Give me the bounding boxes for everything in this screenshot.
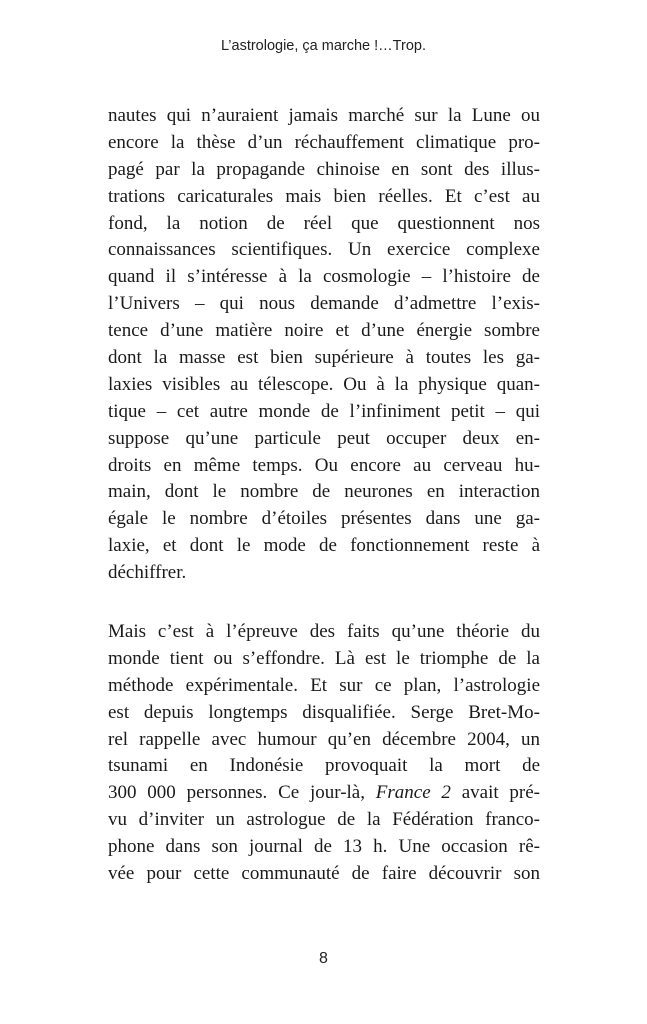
text-line: nautes qui n’auraient jamais marché sur la Lune ou (108, 105, 540, 126)
text-line: monde tient ou s’effondre. Là est le triomphe de la (108, 647, 540, 669)
text-line: égale le nombre d’étoiles présentes dans une ga- (108, 508, 540, 530)
text-line: déchiffrer. (108, 562, 187, 584)
text-line: connaissances scientifiques. Un exercice complexe (108, 239, 540, 261)
text-line: laxie, et dont le mode de fonctionnement reste à (108, 535, 540, 557)
text-line: Mais c’est à l’épreuve des faits qu’une théorie du (108, 621, 540, 642)
text-line (108, 780, 540, 807)
text-line: l’Univers – qui nous demande d’admettre l’exis- (108, 293, 540, 315)
text-line: vu d’inviter un astrologue de la Fédération franco- (108, 809, 540, 831)
text-line: est depuis longtemps disqualifiée. Serge Bret-Mo- (108, 701, 540, 723)
text-line: dont la masse est bien supérieure à toutes les ga- (108, 347, 540, 369)
text-line: encore la thèse d’un réchauffement climatique pro- (108, 131, 540, 153)
paragraph-1 (108, 103, 540, 587)
text-line: tsunami en Indonésie provoquait la mort de (108, 755, 540, 777)
paragraph-2 (108, 619, 540, 888)
text-line: phone dans son journal de 13 h. Une occasion rê- (108, 836, 540, 858)
text-line: pagé par la propagande chinoise en sont des illus- (108, 158, 540, 180)
text-line: laxies visibles au télescope. Ou à la physique quan- (108, 373, 540, 395)
text-line: droits en même temps. Ou encore au cerveau hu- (108, 454, 540, 476)
text-line: trations caricaturales mais bien réelles. Et c’est au (108, 185, 540, 207)
text-segment: 300 000 personnes. Ce jour-là, (108, 782, 376, 804)
page-number: 8 (319, 950, 328, 967)
text-line: suppose qu’une particule peut occuper deux en- (108, 427, 540, 449)
text-line: quand il s’intéresse à la cosmologie – l’histoire de (108, 266, 540, 288)
text-line: main, dont le nombre de neurones en interaction (108, 481, 540, 503)
text-line: tence d’une matière noire et d’une énergie sombre (108, 320, 540, 342)
italic-channel-name: France 2 (375, 782, 451, 804)
text-line: vée pour cette communauté de faire découvrir son (108, 863, 540, 885)
text-line: rel rappelle avec humour qu’en décembre 2004, un (108, 728, 540, 750)
text-segment: avait pré- (450, 782, 540, 804)
running-header: L’astrologie, ça marche !…Trop. (221, 38, 426, 54)
text-line: fond, la notion de réel que questionnent nos (108, 212, 540, 234)
text-line: méthode expérimentale. Et sur ce plan, l’astrologie (108, 674, 540, 696)
text-line: tique – cet autre monde de l’infiniment petit – qui (108, 400, 540, 422)
